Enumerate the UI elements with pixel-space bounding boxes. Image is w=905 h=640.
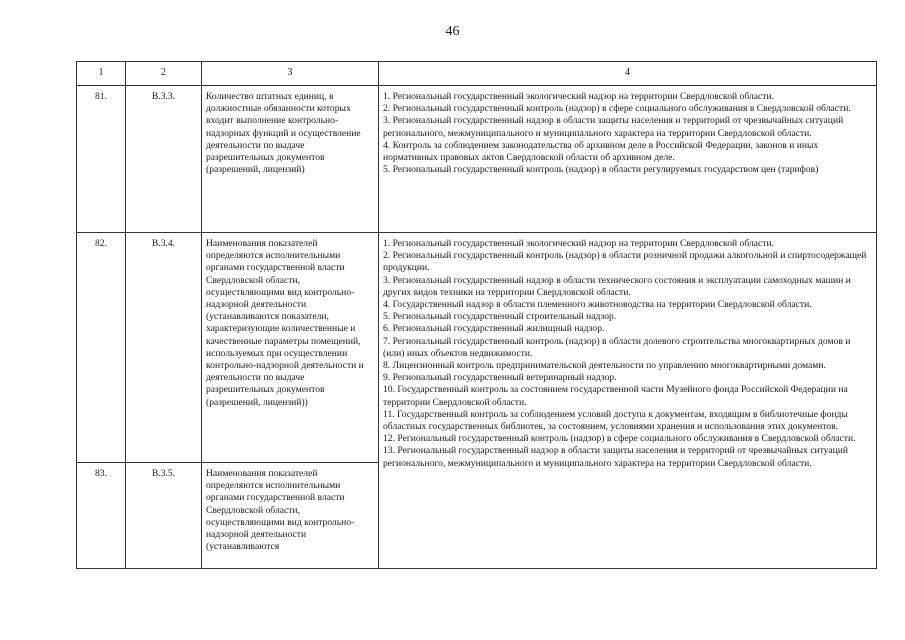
column-header: 2 xyxy=(126,62,202,86)
list-item: 5. Региональный государственный строительный надзор. xyxy=(383,311,617,323)
list-item: 5. Региональный государственный контроль (надзор) в области регулируемых государством цен (тарифов) xyxy=(383,164,819,176)
column-header: 1 xyxy=(77,62,126,86)
list-item: 11. Государственный контроль за соблюдением условий доступа к документам, входящим в библиотечные фонды областных государственных библиотек, за состоянием, условиями хранения и использования этих документов. xyxy=(383,408,848,433)
shared-row-items xyxy=(379,233,877,569)
list-item: 10. Государственный контроль за состоянием государственной части Музейного фонда Российской Федерации на территории Свердловской области. xyxy=(383,384,848,408)
row-code: В.3.5. xyxy=(126,463,202,569)
column-header: 4 xyxy=(379,62,877,86)
table-header-row xyxy=(77,62,877,86)
indicators-table xyxy=(76,61,877,569)
row-items xyxy=(379,86,877,233)
row-description: Количество штатных единиц, в должностные обязанности которых входит выполнение контрольно-надзорных функций и осуществление деятельности по выдаче разрешительных документов (разрешений, лицензий) xyxy=(202,86,379,233)
list-item: 1. Региональный государственный экологический надзор на территории Свердловской области. xyxy=(383,91,775,102)
table-row xyxy=(77,233,877,463)
table-row xyxy=(77,86,877,233)
list-item: 4. Контроль за соблюдением законодательства об архивном деле в Российской Федерации, законов и иных нормативных правовых актов Свердловской области об архивном деле. xyxy=(383,139,819,164)
row-number: 83. xyxy=(77,463,126,569)
list-item: 12. Региональный государственный контроль (надзор) в сфере социального обслуживания в Свердловской области. xyxy=(383,433,856,445)
list-item: 6. Региональный государственный жилищный надзор. xyxy=(383,323,605,335)
row-description: Наименования показателей определяются исполнительными органами государственной власти Свердловской области, осуществляющими вид контрольно-надзорной деятельности (устанавливаются показатели, характеризующие количественные и качественные параметры помещений, используемых при осуществлении контрольно-надзорной деятельности и деятельности по выдаче разрешительных документов (разрешений, лицензий)) xyxy=(202,233,379,463)
list-item: 7. Региональный государственный контроль (надзор) в области долевого строительства многоквартирных домов и (или) иных объектов недвижимости. xyxy=(383,335,851,359)
row-number: 82. xyxy=(77,233,126,463)
column-header: 3 xyxy=(202,62,379,86)
list-item: 3. Региональный государственный надзор в области защиты населения и территорий от чрезвычайных ситуаций регионального, межмуниципального и муниципального характера на территории Свердловской области. xyxy=(383,115,844,139)
list-item: 1. Региональный государственный экологический надзор на территории Свердловской области. xyxy=(383,238,775,249)
list-item: 9. Региональный государственный ветеринарный надзор. xyxy=(383,372,617,384)
row-code: В.3.3. xyxy=(126,86,202,233)
list-item: 4. Государственный надзор в области племенного животноводства на территории Свердловской области. xyxy=(383,299,812,311)
row-description: Наименования показателей определяются исполнительными органами государственной власти Свердловской области, осуществляющими вид контрольно-надзорной деятельности (устанавливаются xyxy=(202,463,379,569)
row-code: В.3.4. xyxy=(126,233,202,463)
list-item: 13. Региональный государственный надзор в области защиты населения и территорий от чрезвычайных ситуаций регионального, межмуниципального и муниципального характера на территории Свердловской области. xyxy=(383,445,849,469)
list-item: 3. Региональный государственный надзор в области технического состояния и эксплуатации самоходных машин и других видов техники на территории Свердловской области. xyxy=(383,274,851,298)
row-number: 81. xyxy=(77,86,126,233)
list-item: 2. Региональный государственный контроль (надзор) в сфере социального обслуживания в Свердловской области. xyxy=(383,103,851,115)
list-item: 2. Региональный государственный контроль (надзор) в области розничной продажи алкогольной и спиртосодержащей продукции. xyxy=(383,250,867,274)
list-item: 8. Лицензионный контроль предпринимательской деятельности по управлению многоквартирными домами. xyxy=(383,360,826,372)
page-number: 46 xyxy=(445,24,460,39)
